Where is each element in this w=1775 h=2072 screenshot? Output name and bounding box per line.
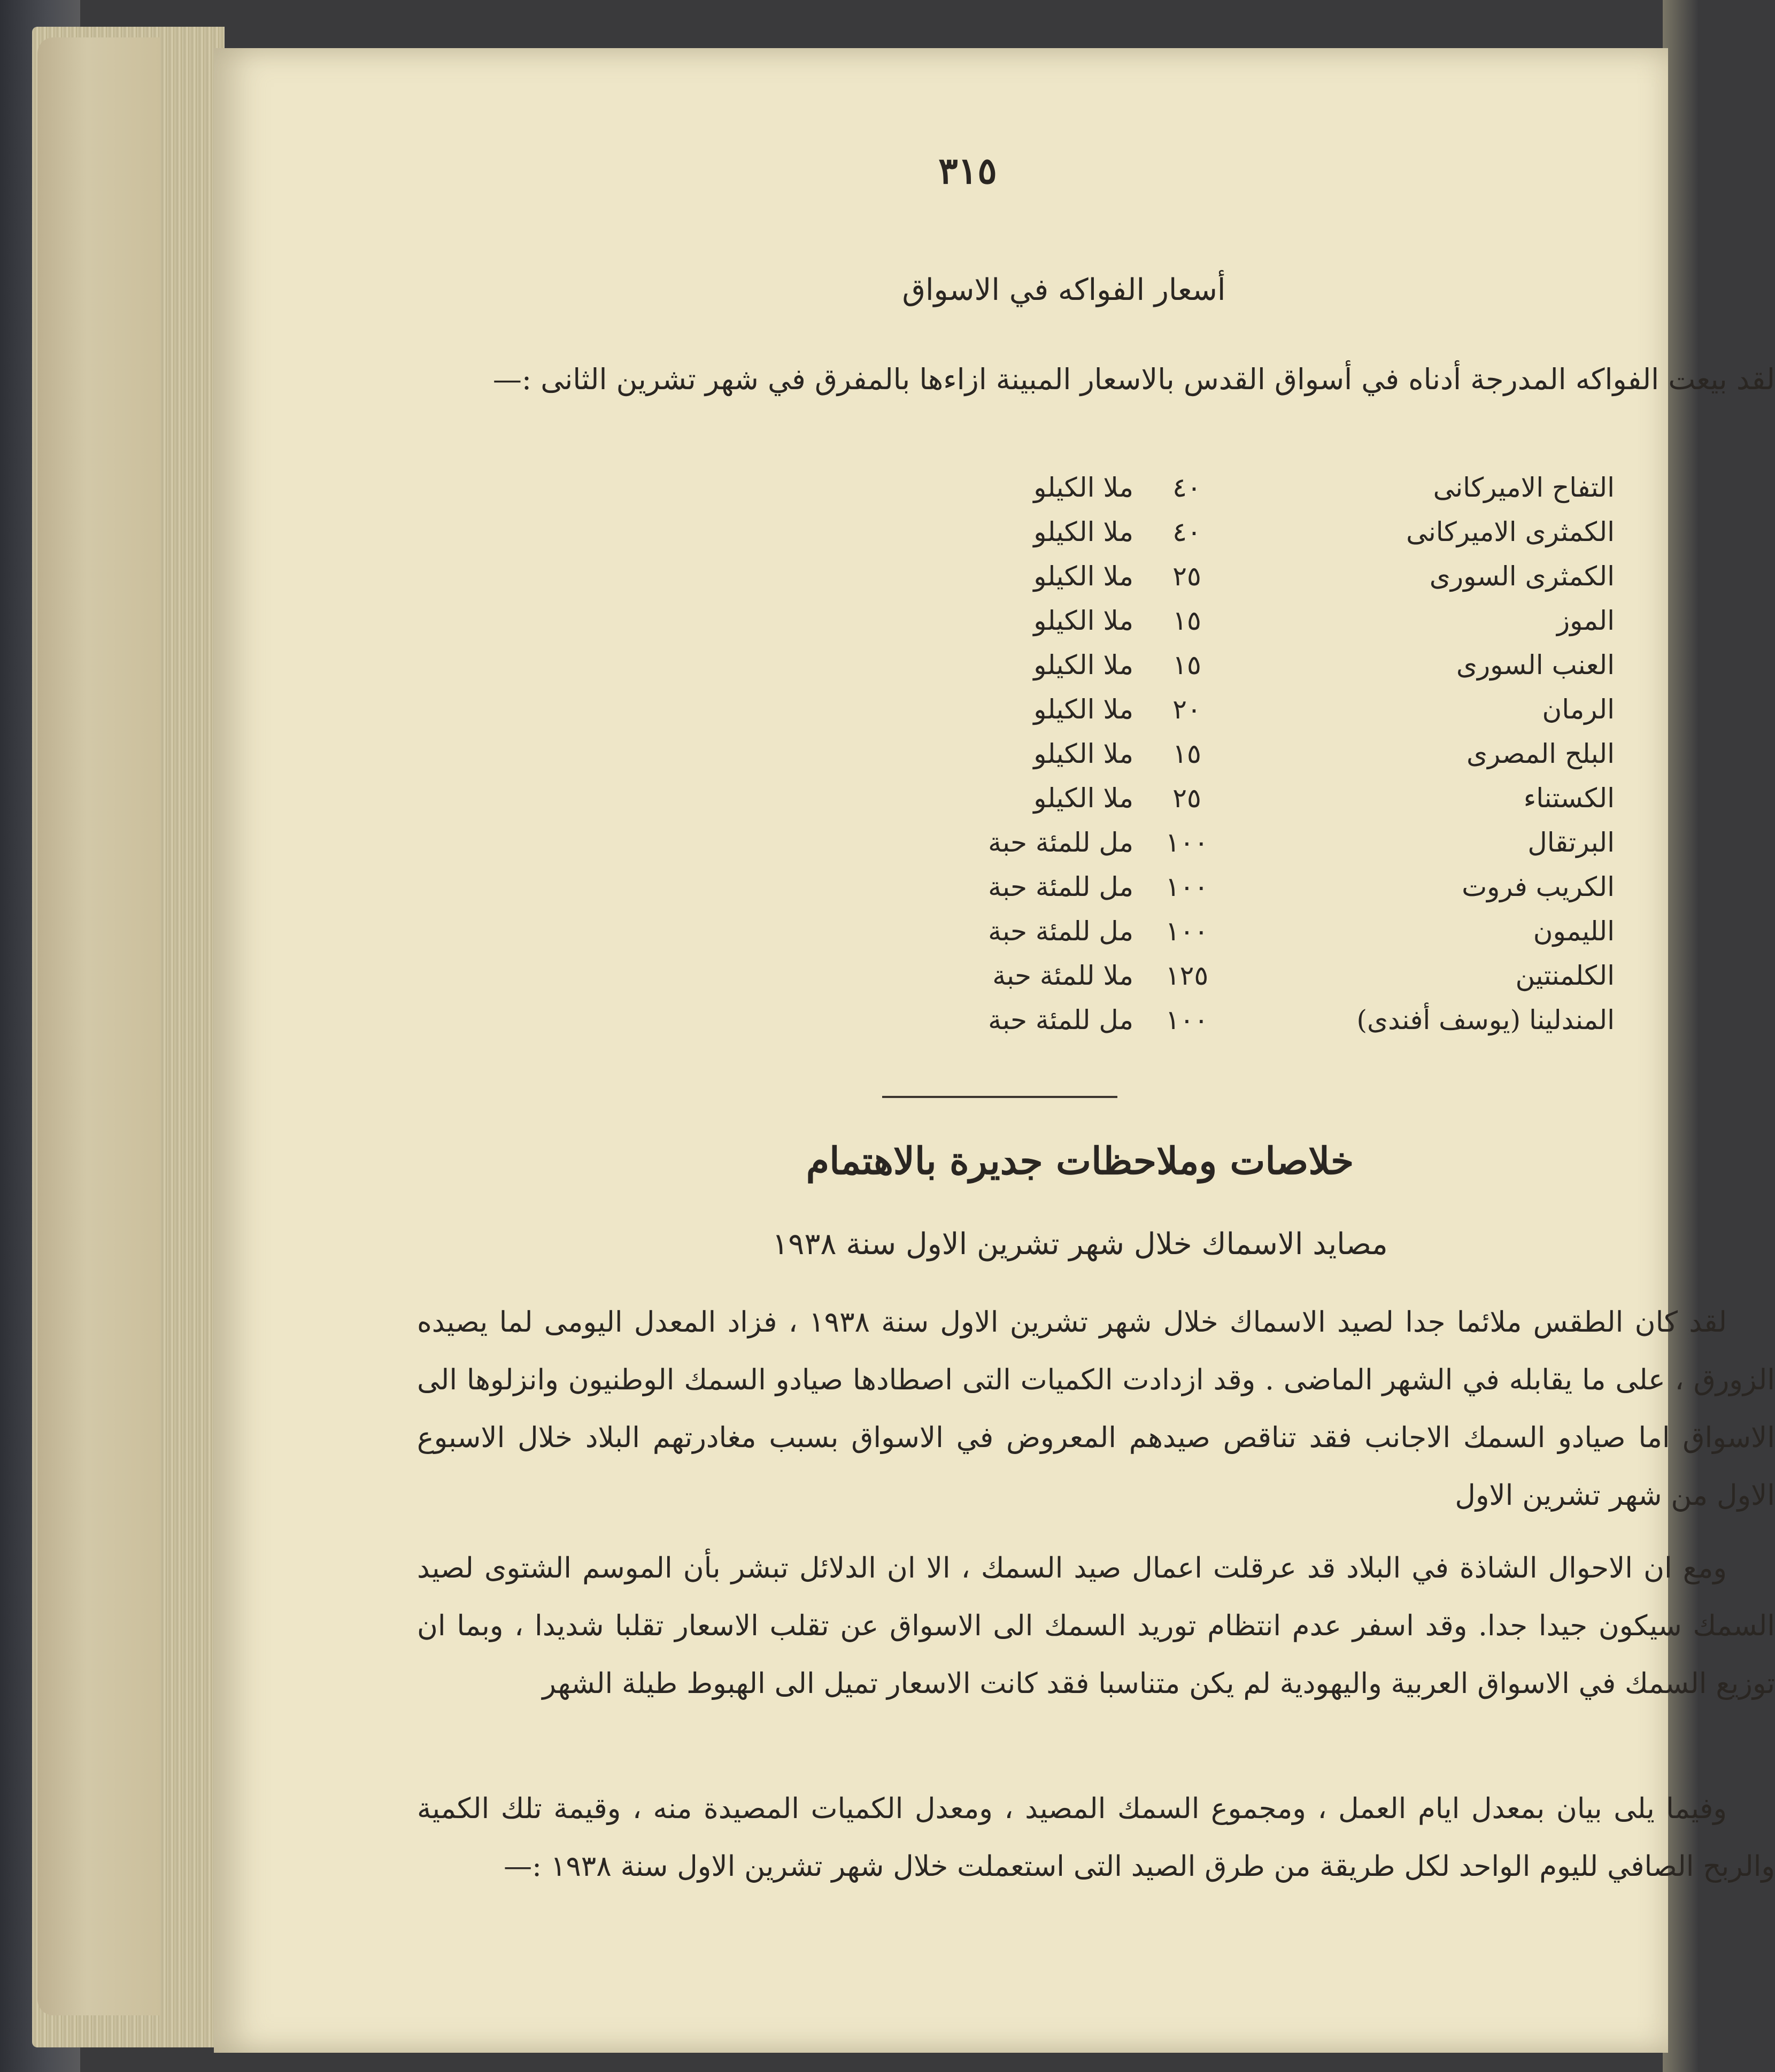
fruit-name: العنب السورى — [1456, 649, 1615, 681]
price-row — [738, 776, 1615, 820]
fruit-name: البلح المصرى — [1466, 738, 1615, 769]
price-unit: مل للمئة حبة — [988, 826, 1133, 858]
intro-paragraph: لقد بيعت الفواكه المدرجة أدناه في أسواق القدس بالاسعار المبينة ازاءها بالمفرق في شهر تشرين الثانى :— — [492, 362, 1775, 396]
price-unit: ملا الكيلو — [1033, 693, 1133, 725]
price-unit: مل للمئة حبة — [988, 871, 1133, 902]
price-unit: مل للمئة حبة — [988, 915, 1133, 947]
document-page — [214, 48, 1775, 2053]
price-row — [738, 509, 1615, 554]
price-unit: ملا الكيلو — [1033, 516, 1133, 547]
price-unit: ملا الكيلو — [1033, 560, 1133, 592]
price-amount: ١٠٠ — [1165, 826, 1209, 858]
price-row — [738, 554, 1615, 598]
price-amount: ٢٥ — [1172, 782, 1201, 814]
price-row — [738, 687, 1615, 731]
price-amount: ١٥ — [1172, 649, 1201, 681]
fruit-name: المندلينا (يوسف أفندى) — [1356, 1004, 1615, 1035]
price-amount: ١٢٥ — [1165, 960, 1209, 991]
price-unit: ملا للمئة حبة — [992, 960, 1133, 991]
price-unit: ملا الكيلو — [1033, 782, 1133, 814]
price-unit: ملا الكيلو — [1033, 605, 1133, 636]
fruit-name: التفاح الاميركانى — [1433, 471, 1615, 503]
price-amount: ١٠٠ — [1165, 871, 1209, 902]
fruit-name: الكمثرى الاميركانى — [1406, 516, 1615, 547]
price-amount: ١٥ — [1172, 738, 1201, 769]
page-content — [214, 48, 1775, 2053]
previous-pages — [37, 37, 160, 2015]
paragraph-2: ومع ان الاحوال الشاذة في البلاد قد عرقلت اعمال صيد السمك ، الا ان الدلائل تبشر بأن الموسم الشتوى لصيد السمك سيكون جيدا جدا. وقد اسفر عدم انتظام توريد السمك الى الاسواق عن تقلب الاسعار تقلبا شديدا ، وبما ان توزيع السمك في الاسواق العربية واليهودية لم يكن متناسبا فقد كانت الاسعار تميل الى الهبوط طيلة الشهر — [417, 1552, 1775, 1700]
fruit-name: الكمثرى السورى — [1429, 560, 1615, 592]
price-unit: مل للمئة حبة — [988, 1004, 1133, 1035]
price-row — [738, 864, 1615, 909]
paragraph-3: وفيما يلى بيان بمعدل ايام العمل ، ومجموع السمك المصيد ، ومعدل الكميات المصيدة منه ، وقيمة تلك الكمية والربح الصافي لليوم الواحد لكل طريقة من طرق الصيد التى استعملت خلال شهر تشرين الاول سنة ١٩٣٨ :— — [417, 1792, 1775, 1883]
price-unit: ملا الكيلو — [1033, 738, 1133, 769]
price-row — [738, 820, 1615, 864]
price-row — [738, 731, 1615, 776]
price-amount: ١٠٠ — [1165, 915, 1209, 947]
section-title: أسعار الفواكه في الاسواق — [902, 273, 1226, 307]
price-amount: ٢٥ — [1172, 560, 1201, 592]
price-table — [738, 465, 1615, 1042]
conclusions-title: خلاصات وملاحظات جديرة بالاهتمام — [806, 1139, 1354, 1183]
fruit-name: الرمان — [1542, 693, 1615, 725]
paragraph-1: لقد كان الطقس ملائما جدا لصيد الاسماك خلال شهر تشرين الاول سنة ١٩٣٨ ، فزاد المعدل اليومى لما يصيده الزورق ، على ما يقابله في الشهر الماضى . وقد ازدادت الكميات التى اصطادها صيادو السمك الوطنيون وانزلوها الى الاسواق اما صيادو السمك الاجانب فقد تناقص صيدهم المعروض في الاسواق بسبب مغادرتهم البلاد خلال الاسبوع الاول من شهر تشرين الاول — [417, 1306, 1775, 1512]
price-row — [738, 465, 1615, 509]
price-row — [738, 598, 1615, 643]
price-amount: ٤٠ — [1172, 516, 1201, 547]
price-amount: ١٥ — [1172, 605, 1201, 636]
price-row — [738, 643, 1615, 687]
price-row — [738, 953, 1615, 998]
price-unit: ملا الكيلو — [1033, 471, 1133, 503]
section-divider — [882, 1096, 1117, 1098]
price-row — [738, 909, 1615, 953]
price-row — [738, 998, 1615, 1042]
price-amount: ٤٠ — [1172, 471, 1201, 503]
fisheries-subheading: مصايد الاسماك خلال شهر تشرين الاول سنة ١٩٣٨ — [772, 1227, 1388, 1262]
fruit-name: الكلمنتين — [1515, 960, 1615, 991]
fruit-name: الكريب فروت — [1462, 871, 1615, 902]
price-amount: ٢٠ — [1172, 693, 1201, 725]
page-number: ٣١٥ — [938, 150, 997, 192]
price-unit: ملا الكيلو — [1033, 649, 1133, 681]
fruit-name: الموز — [1556, 605, 1615, 636]
fruit-name: البرتقال — [1527, 826, 1615, 858]
fruit-name: الكستناء — [1523, 782, 1615, 814]
fruit-name: الليمون — [1533, 915, 1615, 947]
price-amount: ١٠٠ — [1165, 1004, 1209, 1035]
